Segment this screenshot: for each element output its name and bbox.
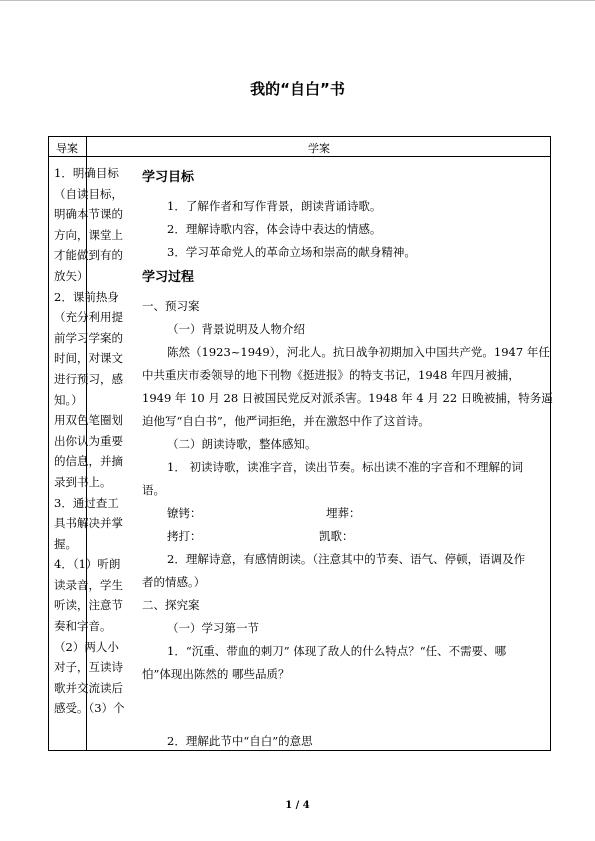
guide-line: 歌并交流读后 — [54, 680, 123, 695]
guide-line: 知。） — [54, 392, 83, 407]
header-divider — [48, 156, 551, 157]
goal-item: 2．理解诗歌内容，体会诗中表达的情感。 — [167, 222, 382, 236]
guide-line: 3．通过查工 — [54, 495, 119, 510]
guide-line: 具书解决并掌 — [54, 516, 123, 531]
background-heading: （一）背景说明及人物介绍 — [167, 322, 305, 336]
guide-line: 用双色笔圈划 — [54, 413, 123, 428]
guide-line: 握。 — [54, 536, 77, 551]
guide-line: （自读目标， — [54, 186, 123, 201]
preview-heading: 一、预习案 — [142, 299, 200, 313]
question-1: 1．“沉重、带血的刺刀” 体现了敌人的什么特点？“任、不需要、哪 — [167, 644, 507, 658]
word-maizang: 埋葬： — [326, 506, 361, 520]
guide-line: 放矢） — [54, 268, 89, 283]
guide-line: 进行预习，感 — [54, 371, 123, 386]
guide-line: 才能做到有的 — [54, 248, 123, 263]
word-kaige: 凯歌： — [319, 529, 354, 543]
guide-line: 对子，互读诗 — [54, 660, 123, 675]
guide-line: 读录音，学生 — [54, 577, 123, 592]
top-rule — [0, 0, 595, 1]
guide-line: 录到书上。 — [54, 474, 112, 489]
reading-task-1: 1． 初读诗歌，读准字音，读出节奏。标出读不准的字音和不理解的词 — [167, 460, 523, 474]
guide-line: 1．明确目标 — [54, 166, 119, 180]
reading-task-2-cont: 者的情感。） — [142, 575, 206, 589]
goal-item: 1．了解作者和写作背景，朗读背诵诗歌。 — [167, 199, 382, 213]
question-2: 2．理解此节中“自白”的意思 — [167, 734, 313, 748]
guide-line: 明确本节课的 — [54, 207, 123, 222]
word-liaokao: 镣铐： — [167, 506, 202, 520]
guide-line: 时间，对课文 — [54, 351, 123, 366]
page-number: 1 / 4 — [285, 800, 310, 811]
guide-line: 出你认为重要 — [54, 433, 123, 448]
guide-line: 4．（1）听朗 — [54, 557, 121, 572]
left-column-header: 导案 — [56, 142, 78, 155]
background-line: 中共重庆市委领导的地下刊物《挺进报》的特支书记，1948 年四月被捕， — [142, 368, 520, 382]
reading-task-1-cont: 语。 — [142, 483, 165, 497]
guide-line: 方向，课堂上 — [54, 227, 123, 242]
guide-column — [54, 163, 126, 719]
word-kaoda: 拷打： — [167, 529, 202, 543]
process-heading: 学习过程 — [142, 270, 195, 285]
guide-line: 2．课前热身 — [54, 289, 119, 304]
guide-line: 奏和字音。 — [54, 619, 112, 634]
page-title: 我的“自白”书 — [250, 80, 345, 98]
reading-task-2: 2．理解诗意，有感情朗读。（注意其中的节奏、语气、停顿，语调及作 — [167, 552, 526, 566]
background-line: 迫他写“自白书”，他严词拒绝，并在激怒中作了这首诗。 — [142, 414, 430, 428]
goals-heading: 学习目标 — [142, 170, 195, 185]
guide-line: （充分利用提 — [54, 310, 123, 325]
guide-line: 听读，注意节 — [54, 598, 123, 613]
right-column-header: 学案 — [308, 142, 330, 155]
explore-heading: 二、探究案 — [142, 598, 200, 612]
goal-item: 3．学习革命党人的革命立场和崇高的献身精神。 — [167, 245, 416, 259]
guide-line: （2）两人小 — [54, 639, 119, 654]
reading-heading: （二）朗读诗歌，整体感知。 — [167, 437, 317, 451]
background-line: 1949 年 10 月 28 日被国民党反对派杀害。1948 年 4 月 22 日晚被捕，特务逼 — [142, 391, 553, 405]
guide-line: 的信息，并摘 — [54, 454, 123, 469]
guide-line: 前学习学案的 — [54, 330, 123, 345]
guide-line: 感受。（3）个 — [54, 701, 125, 716]
background-line: 陈然（1923~1949），河北人。抗日战争初期加入中国共产党。1947 年任 — [167, 345, 550, 359]
question-1-cont: 怕”体现出陈然的 哪些品质？ — [142, 667, 290, 681]
section-1-heading: （一）学习第一节 — [167, 621, 259, 635]
